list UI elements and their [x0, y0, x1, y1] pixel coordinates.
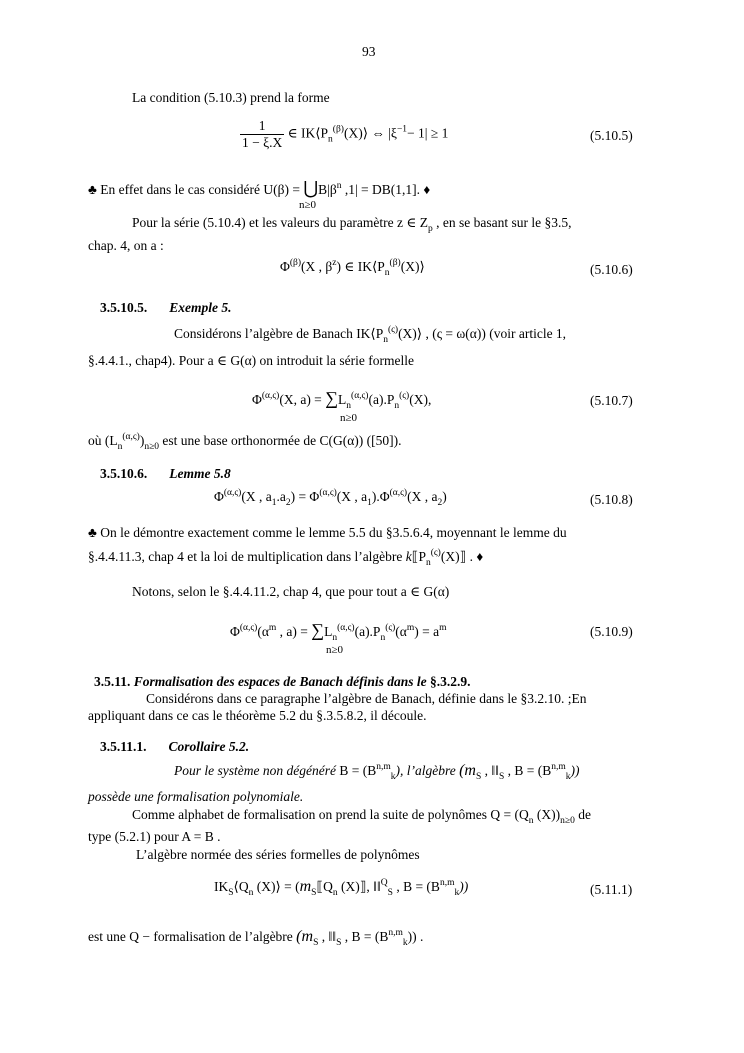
paragraph-pour: Pour le système non dégénéré $B = (B^{n,m}_k)$, l’algèbre ($m_S$ , $‖‖_S$ , $B = (B^{n,m}_k)$) — [174, 762, 580, 782]
equation-5-10-5: $\frac{1}{1 - \xi.X}$ ∈ $IK⟨P_n^{(\beta)}(X)⟩$ ⇔ $|\xi^{-1}- 1| \ge 1$ — [242, 118, 449, 150]
section-3-5-10-6: 3.5.10.6. Lemme 5.8 — [100, 466, 231, 481]
equation-number: (5.11.1) — [590, 882, 633, 897]
page-number: 93 — [362, 44, 376, 59]
paragraph-notons: Notons, selon le §.4.4.11.2, chap 4, que pour tout a ∈ G(α) — [132, 584, 450, 599]
paragraph-algebre: L’algèbre normée des séries formelles de polynômes — [136, 847, 420, 862]
paragraph-comme: Comme alphabet de formalisation on prend la suite de polynômes $Q = (Q_n$ $(X))_{n\ge 0}$ de — [132, 807, 591, 826]
paragraph-considerons-2-2: appliquant dans ce cas le théorème 5.2 du §.3.5.8.2, il découle. — [88, 708, 427, 723]
paragraph-considerons: Considérons l’algèbre de Banach $IK⟨P_n^{(\varsigma)}(X)⟩$ , (ς = ω(α)) (voir article 1, — [174, 325, 567, 345]
paragraph-ou: où $(L_n^{(\alpha,\varsigma)})_{n\ge 0}$ est une base orthonormée de C(G(α)) ([50]). — [88, 432, 402, 452]
equation-5-11-1: $IK_S⟨Q_n$ (X)⟩ = ($m_S⟦Q_n$ (X)⟧, ‖‖$^Q_S$ , $B = (B^{n,m}_k)$) — [214, 878, 469, 898]
paragraph-possede: possède une formalisation polynomiale. — [88, 789, 304, 804]
sum-index: n≥0 — [326, 644, 344, 656]
equation-number: (5.10.6) — [590, 262, 633, 277]
union-index: n≥0 — [299, 199, 317, 211]
equation-5-10-8: $\Phi^{(\alpha,\varsigma)}(X$ , $a_1.a_2) = \Phi^{(\alpha,\varsigma)}(X$ , $a_1).\Phi^{(\alpha,\varsigma)}(X$ , $a_2$) — [214, 488, 447, 508]
paragraph-condition: La condition (5.10.3) prend la forme — [132, 90, 330, 105]
paragraph-4-4-1: §.4.4.1., chap4). Pour a ∈ G(α) on introduit la série formelle — [88, 353, 414, 368]
paragraph-demontre-1: ♣ On le démontre exactement comme le lemme 5.5 du §3.5.6.4, moyennant le lemme du — [88, 525, 567, 540]
paragraph-type: type (5.2.1) pour A = B . — [88, 829, 221, 844]
equation-number: (5.10.5) — [590, 128, 633, 143]
paragraph-chap: chap. 4, on a : — [88, 238, 164, 253]
paragraph-est: est une Q − formalisation de l’algèbre ($m_S$ , $‖‖_S$ , $B = (B^{n,m}_k)$) . — [88, 928, 424, 948]
section-3-5-11-1: 3.5.11.1. Corollaire 5.2. — [100, 739, 250, 754]
equation-5-10-7: $\Phi^{(\alpha,\varsigma)}(X$, $a) = \sum L_n^{(\alpha,\varsigma)}(a).P_n^{(\varsigma)}(X)$, — [252, 388, 432, 411]
section-3-5-11: 3.5.11. Formalisation des espaces de Banach définis dans le §.3.2.9. — [94, 674, 471, 689]
paragraph-considerons-2-1: Considérons dans ce paragraphe l’algèbre de Banach, définie dans le §3.2.10. ;En — [146, 691, 587, 706]
equation-5-10-6: $\Phi^{(\beta)}(X$ , $\beta^z$) ∈ $IK⟨P_n^{(\beta)}(X)⟩$ — [280, 258, 425, 278]
paragraph-serie: Pour la série (5.10.4) et les valeurs du paramètre z ∈ $Z_p$ , en se basant sur le §3.5, — [132, 215, 572, 234]
section-3-5-10-5: 3.5.10.5. Exemple 5. — [100, 300, 232, 315]
equation-number: (5.10.7) — [590, 393, 633, 408]
paragraph-en-effet: ♣ En effet dans le cas considéré $U(\beta) = ⋃B|\beta^n$ ,1| = DB(1,1]. ♦ — [88, 178, 431, 198]
equation-number: (5.10.9) — [590, 624, 633, 639]
sum-index: n≥0 — [340, 412, 358, 424]
equation-5-10-9: $\Phi^{(\alpha,\varsigma)}(\alpha^m$ , $a) = \sum L_n^{(\alpha,\varsigma)}(a).P_n^{(\varsigma)}(\alpha^m) = a^m$ — [230, 620, 447, 643]
equation-number: (5.10.8) — [590, 492, 633, 507]
paragraph-demontre-2: §.4.4.11.3, chap 4 et la loi de multiplication dans l’algèbre $k⟦P_n^{(\varsigma)}(X)⟧$ . ♦ — [88, 548, 484, 568]
